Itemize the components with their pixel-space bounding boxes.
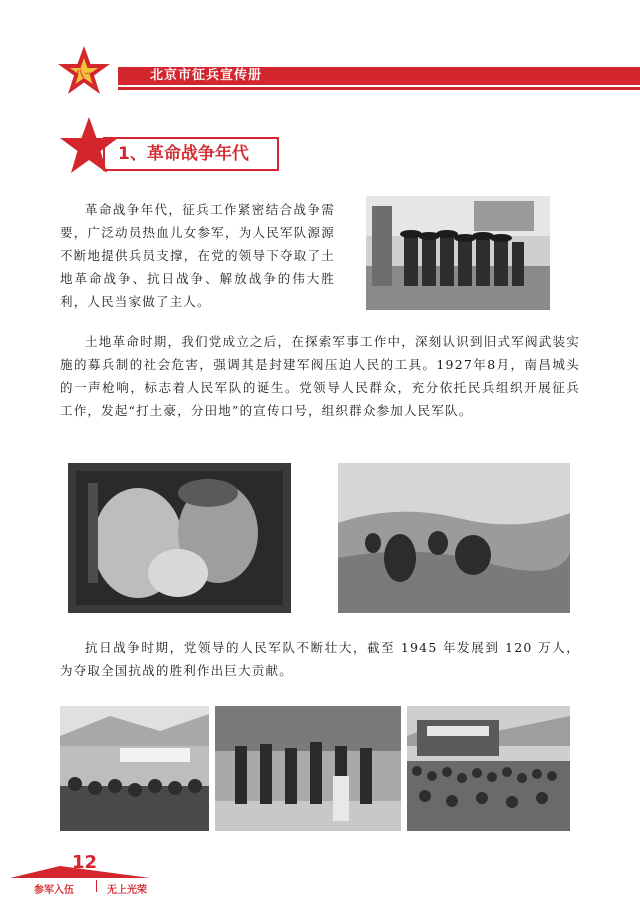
footer-slogan-left: 参军入伍 (34, 885, 74, 896)
page-number: 12 (72, 852, 98, 873)
emblem-text: 八一 (74, 70, 94, 80)
photo-crowd-stage (407, 706, 570, 831)
header-title: 北京市征兵宣传册 (150, 68, 263, 83)
photo-troops-marching (215, 706, 401, 831)
star-icon (58, 116, 120, 178)
footer-slogan-right: 无上光荣 (107, 885, 147, 896)
photo-embrace (68, 463, 291, 613)
paragraph-land-revolution: 土地革命时期，我们党成立之后，在探索军事工作中，深刻认识到旧式军阀武装实施的募兵制的社会危害，强调其是封建军阀压迫人民的工具。1927年8月，南昌城头的一声枪响，标志着人民军队的诞生。党领导人民群众，充分依托民兵组织开展征兵工作，发起“打土豪，分田地”的宣传口号，组织群众参加人民军队。 (60, 334, 580, 418)
photo-rally (60, 706, 209, 831)
section-title: 1、革命战争年代 (118, 144, 249, 164)
photo-battlefield (338, 463, 570, 613)
star-emblem-icon (56, 44, 112, 100)
footer-divider (96, 880, 97, 892)
paragraph-intro: 革命战争年代，征兵工作紧密结合战争需要，广泛动员热血儿女参军，为人民军队源源不断地提供兵员支撑，在党的领导下夺取了土地革命战争、抗日战争、解放战争的伟大胜利，人民当家做了主人。 (60, 202, 335, 309)
paragraph-anti-japanese: 抗日战争时期，党领导的人民军队不断壮大，截至 1945 年发展到 120 万人，为夺取全国抗战的胜利作出巨大贡献。 (60, 640, 580, 678)
photo-soldiers-group (366, 196, 550, 310)
